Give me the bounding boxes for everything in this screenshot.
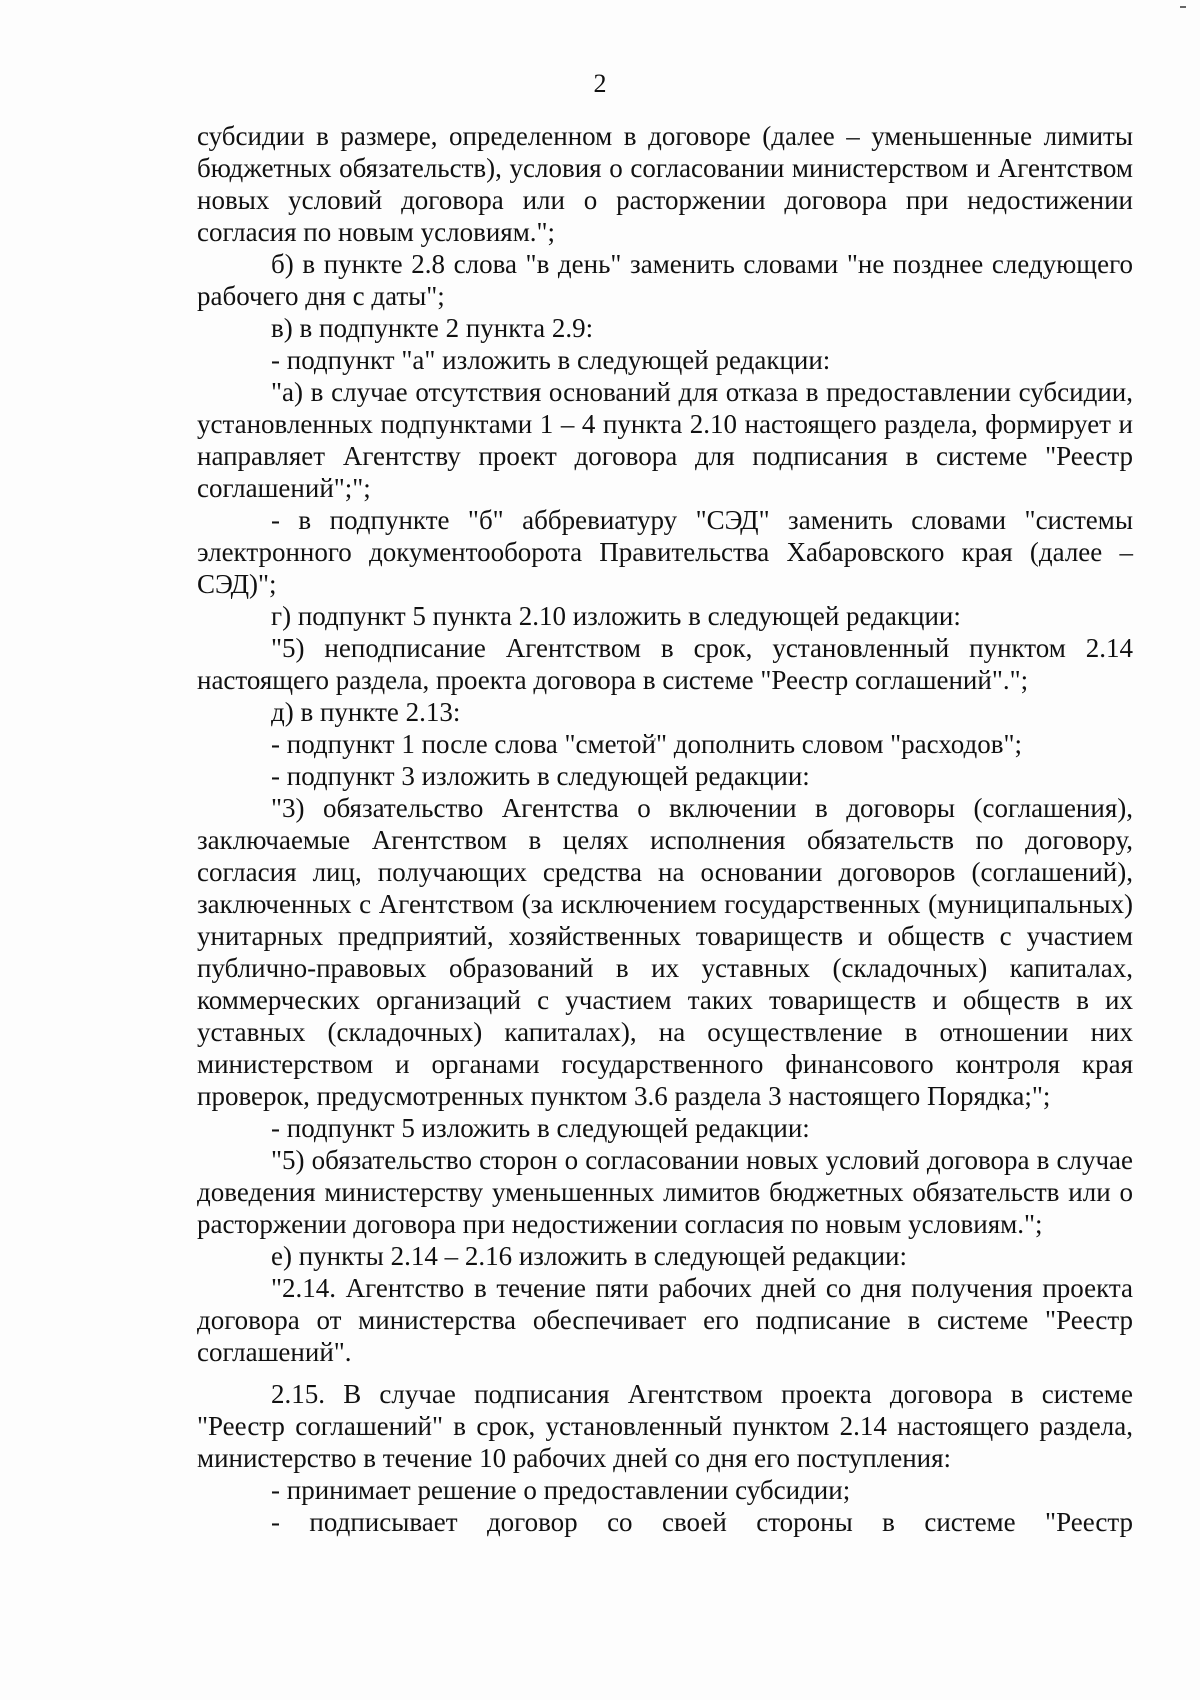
paragraph-d-item-5-text: "5) обязательство сторон о согласовании новых условий договора в случае доведения министерству уменьшенных лимитов бюджетных обязательств или о расторжении договора при недостижении согласия по новым условиям."; xyxy=(197,1145,1133,1239)
paragraph-d-item-3: - подпункт 3 изложить в следующей редакции: xyxy=(271,761,810,791)
paragraph-d-item-3-text: "3) обязательство Агентства о включении в договоры (соглашения), заключаемые Агентством в целях исполнения обязательств по договору, согласия лиц, получающих средства на основании договоров (соглашений), заключенных с Агентством (за исключением государственных (муниципальных) унитарных предприятий, хозяйственных товариществ и обществ с участием публично-правовых образований в их уставных (складочных) капиталах, коммерческих организаций с участием таких товариществ и обществ в их уставных (складочных) капиталах), на осуществление в отношении них министерством и органами государственного финансового контроля края проверок, предусмотренных пунктом 3.6 раздела 3 настоящего Порядка;"; xyxy=(197,793,1133,1111)
paragraph-2-15: 2.15. В случае подписания Агентством проекта договора в системе "Реестр соглашений" в срок, установленный пунктом 2.14 настоящего раздела, министерство в течение 10 рабочих дней со дня его поступления: xyxy=(197,1379,1133,1473)
page-number: 2 xyxy=(593,69,607,98)
paragraph-v-item-a: - подпункт "а" изложить в следующей редакции: xyxy=(271,345,831,375)
paragraph-d-item-5: - подпункт 5 изложить в следующей редакции: xyxy=(271,1113,810,1143)
paragraph-2-15-item-1: - принимает решение о предоставлении субсидии; xyxy=(271,1475,851,1505)
paragraph-2-14: "2.14. Агентство в течение пяти рабочих дней со дня получения проекта договора от министерства обеспечивает его подписание в системе "Реестр соглашений". xyxy=(197,1273,1133,1367)
paragraph-g: г) подпункт 5 пункта 2.10 изложить в следующей редакции: xyxy=(271,601,961,631)
paragraph-v: в) в подпункте 2 пункта 2.9: xyxy=(271,313,594,343)
paragraph-d-item-1: - подпункт 1 после слова "сметой" дополнить словом "расходов"; xyxy=(271,729,1022,759)
scan-edge-mark xyxy=(1180,6,1186,8)
paragraph-d: д) в пункте 2.13: xyxy=(271,697,461,727)
paragraph-b: б) в пункте 2.8 слова "в день" заменить словами "не позднее следующего рабочего дня с даты"; xyxy=(197,249,1133,311)
paragraph-2-15-item-2: - подписывает договор со своей стороны в системе "Реестр xyxy=(271,1507,1133,1537)
paragraph-v-item-a-text: "а) в случае отсутствия оснований для отказа в предоставлении субсидии, установленных подпунктами 1 – 4 пункта 2.10 настоящего раздела, формирует и направляет Агентству проект договора для подписания в системе "Реестр соглашений";"; xyxy=(197,377,1133,503)
paragraph-g-text: "5) неподписание Агентством в срок, установленный пунктом 2.14 настоящего раздела, проекта договора в системе "Реестр соглашений"."; xyxy=(197,633,1133,695)
paragraph-v-item-b: - в подпункте "б" аббревиатуру "СЭД" заменить словами "системы электронного документооборота Правительства Хабаровского края (далее – СЭД)"; xyxy=(197,505,1133,599)
document-body xyxy=(197,120,1133,1538)
paragraph-continuation: субсидии в размере, определенном в договоре (далее – уменьшенные лимиты бюджетных обязательств), условия о согласовании министерством и Агентством новых условий договора или о расторжении договора при недостижении согласия по новым условиям."; xyxy=(197,121,1133,247)
paragraph-e: е) пункты 2.14 – 2.16 изложить в следующей редакции: xyxy=(271,1241,907,1271)
